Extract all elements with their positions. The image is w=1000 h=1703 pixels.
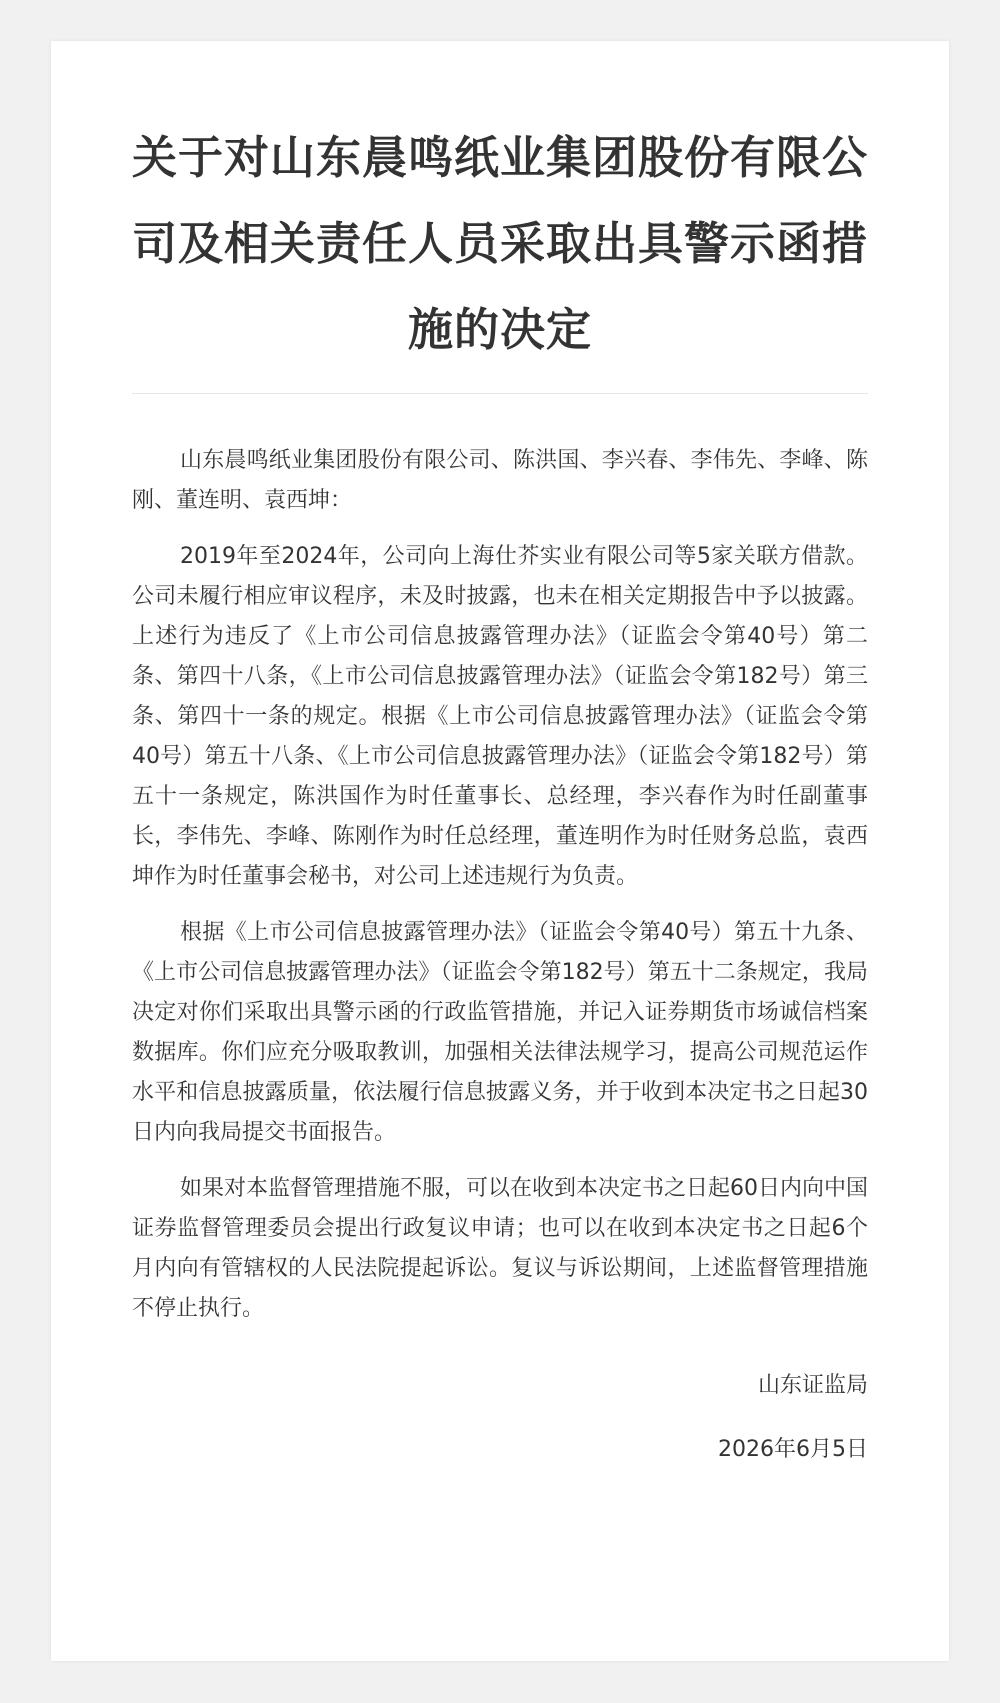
salutation-paragraph: 山东晨鸣纸业集团股份有限公司、陈洪国、李兴春、李伟先、李峰、陈刚、董连明、袁西坤： bbox=[132, 448, 868, 513]
body-paragraph-appeal: 如果对本监督管理措施不服，可以在收到本决定书之日起60日内向中国证券监督管理委员会提出行政复议申请；也可以在收到本决定书之日起6个月内向有管辖权的人民法院提起诉讼。复议与诉讼期间，上述监督管理措施不停止执行。 bbox=[132, 1176, 868, 1321]
issuer-signature: 山东证监局 bbox=[757, 1373, 868, 1398]
document-body bbox=[132, 441, 868, 1329]
document-title: 关于对山东晨鸣纸业集团股份有限公司及相关责任人员采取出具警示函措施的决定 bbox=[132, 131, 869, 356]
title-divider bbox=[132, 393, 868, 394]
issue-date: 2026年6月5日 bbox=[718, 1437, 868, 1462]
document-page bbox=[51, 41, 949, 1661]
body-paragraph-decision: 根据《上市公司信息披露管理办法》（证监会令第40号）第五十九条、《上市公司信息披露管理办法》（证监会令第182号）第五十二条规定，我局决定对你们采取出具警示函的行政监管措施，并记入证券期货市场诚信档案数据库。你们应充分吸取教训，加强相关法律法规学习，提高公司规范运作水平和信息披露质量，依法履行信息披露义务，并于收到本决定书之日起30日内向我局提交书面报告。 bbox=[132, 920, 868, 1145]
body-paragraph-facts: 2019年至2024年，公司向上海仕芥实业有限公司等5家关联方借款。公司未履行相应审议程序，未及时披露，也未在相关定期报告中予以披露。上述行为违反了《上市公司信息披露管理办法》（证监会令第40号）第二条、第四十八条，《上市公司信息披露管理办法》（证监会令第182号）第三条、第四十一条的规定。根据《上市公司信息披露管理办法》（证监会令第40号）第五十八条、《上市公司信息披露管理办法》（证监会令第182号）第五十一条规定，陈洪国作为时任董事长、总经理，李兴春作为时任副董事长，李伟先、李峰、陈刚作为时任总经理，董连明作为时任财务总监，袁西坤作为时任董事会秘书，对公司上述违规行为负责。 bbox=[132, 544, 868, 889]
